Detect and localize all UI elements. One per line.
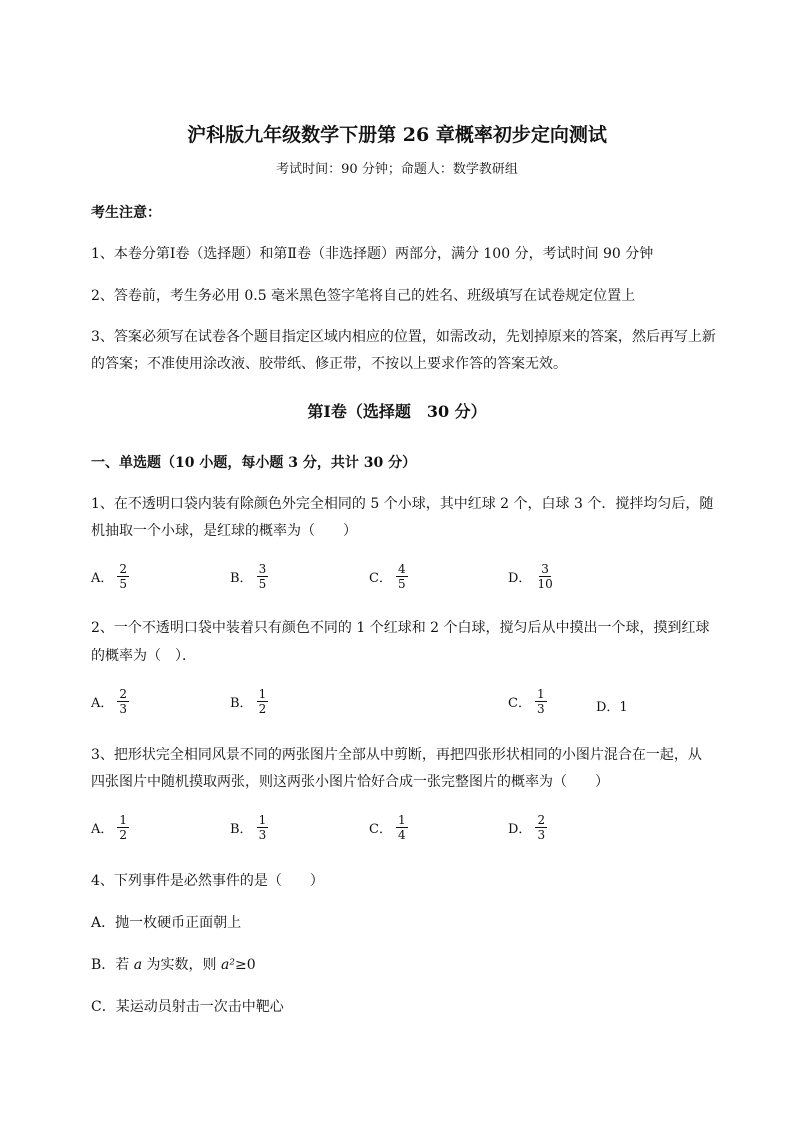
- question-2-line-1: 2、一个不透明口袋中装着只有颜色不同的 1 个红球和 2 个白球，搅匀后从中摸出一个球，摸到红球: [91, 620, 710, 636]
- exam-info: 考试时间：90 分钟；命题人：数学教研组: [276, 162, 518, 177]
- notice-heading: 考生注意：: [91, 205, 161, 221]
- question-2-option-d[interactable]: D．1: [596, 700, 628, 715]
- fraction: $\frac{1}{4}$: [397, 813, 406, 842]
- fraction: $\frac{3}{5}$: [258, 562, 267, 591]
- question-4-choice-a[interactable]: A．抛一枚硬币正面朝上: [91, 915, 242, 931]
- question-3-line-1: 3、把形状完全相同风景不同的两张图片全部从中剪断，再把四张形状相同的小图片混合在一起，从: [91, 747, 702, 763]
- question-3-line-2: 四张图片中随机摸取两张，则这两张小图片恰好合成一张完整图片的概率为（ ）: [91, 774, 609, 790]
- fraction: $\frac{1}{2}$: [258, 687, 267, 716]
- page-title: 沪科版九年级数学下册第 26 章概率初步定向测试: [187, 124, 607, 146]
- section-title: 第Ⅰ卷（选择题 30 分）: [307, 402, 487, 421]
- fraction: $\frac{2}{3}$: [119, 687, 128, 716]
- question-3-option-a[interactable]: A． $\frac{1}{2}$: [91, 813, 128, 842]
- notice-item-2: 2、答卷前，考生务必用 0.5 毫米黑色签字笔将自己的姓名、班级填写在试卷规定位置上: [91, 288, 636, 304]
- fraction: $\frac{4}{5}$: [397, 562, 406, 591]
- question-1-line-1: 1、在不透明口袋内装有除颜色外完全相同的 5 个小球，其中红球 2 个，白球 3 个．搅拌均匀后，随: [91, 496, 714, 512]
- question-1-option-a[interactable]: A． $\frac{2}{5}$: [91, 562, 128, 591]
- part-heading: 一、单选题（10 小题，每小题 3 分，共计 30 分）: [91, 455, 417, 471]
- fraction: $\frac{3}{10}$: [537, 562, 553, 591]
- fraction: $\frac{1}{3}$: [258, 813, 267, 842]
- notice-item-1: 1、本卷分第Ⅰ卷（选择题）和第Ⅱ卷（非选择题）两部分，满分 100 分，考试时间 90 分钟: [91, 246, 654, 262]
- question-2-line-2: 的概率为（ ）．: [91, 648, 196, 664]
- question-4-choice-b[interactable]: B．若 a 为实数，则 a²≥0: [91, 957, 256, 973]
- question-3-option-c[interactable]: C． $\frac{1}{4}$: [369, 813, 406, 842]
- question-4-choice-c[interactable]: C．某运动员射击一次击中靶心: [91, 999, 284, 1015]
- question-1-option-c[interactable]: C． $\frac{4}{5}$: [369, 562, 406, 591]
- question-1-option-d[interactable]: D． $\frac{3}{10}$: [508, 562, 553, 591]
- question-4-line-1: 4、下列事件是必然事件的是（ ）: [91, 873, 324, 889]
- fraction: $\frac{2}{3}$: [537, 813, 546, 842]
- question-1-line-2: 机抽取一个小球，是红球的概率为（ ）: [91, 523, 357, 539]
- question-2-option-c[interactable]: C． $\frac{1}{3}$: [508, 687, 545, 716]
- question-3-option-d[interactable]: D． $\frac{2}{3}$: [508, 813, 546, 842]
- question-2-option-a[interactable]: A． $\frac{2}{3}$: [91, 687, 128, 716]
- question-2-option-b[interactable]: B． $\frac{1}{2}$: [230, 687, 267, 716]
- question-3-option-b[interactable]: B． $\frac{1}{3}$: [230, 813, 267, 842]
- notice-item-3: 3、答案必须写在试卷各个题目指定区域内相应的位置，如需改动，先划掉原来的答案，然后再写上新: [91, 329, 716, 345]
- fraction: $\frac{1}{2}$: [119, 813, 128, 842]
- notice-item-3-cont: 的答案；不准使用涂改液、胶带纸、修正带，不按以上要求作答的答案无效。: [91, 356, 567, 372]
- question-1-option-b[interactable]: B． $\frac{3}{5}$: [230, 562, 267, 591]
- fraction: $\frac{1}{3}$: [536, 687, 545, 716]
- fraction: $\frac{2}{5}$: [119, 562, 128, 591]
